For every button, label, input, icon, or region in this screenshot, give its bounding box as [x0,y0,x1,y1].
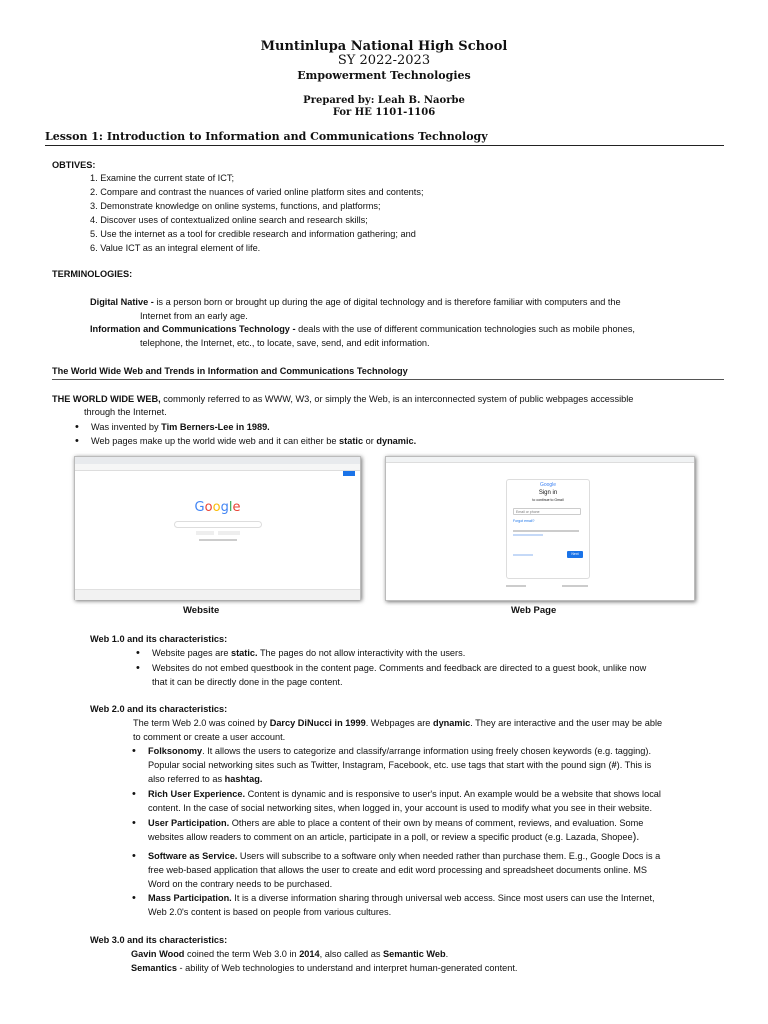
list-item [148,891,655,905]
forgot-email-link: Forgot email? [513,519,535,523]
bullet-text: It is a diverse information sharing through universal web access. Since most users can use the Internet, [231,893,655,903]
email-field: Email or phone [513,508,581,515]
lucky-button [218,531,240,535]
term-definition-cont: telephone, the Internet, etc., to locate, save, send, and edit information. [140,338,430,348]
bullet-bold: Rich User Experience. [148,789,246,799]
for-sections: For HE 1101-1106 [332,107,436,118]
browser-addressbar [75,464,360,471]
list-item [148,816,643,830]
bullet-bold: Folksonomy [148,746,203,756]
list-item [91,420,270,434]
create-account-link [513,554,533,556]
list-item [148,787,661,801]
website-screenshot [74,456,361,600]
web1-heading: Web 1.0 and its characteristics: [90,634,228,644]
signin-card [506,479,590,579]
list-item: • Websites do not embed questbook in the content page. Comments and feedback are directed to a guest book, unlike now [152,661,646,675]
objective-item: 6. Value ICT as an integral element of life. [90,243,261,253]
bullet-text: Others are able to place a content of their own by means of comment, reviews, and evaluation. Some [229,818,644,828]
signin-button [343,471,355,476]
term-definition: deals with the use of different communication technologies such as mobile phones, [295,324,635,334]
objective-item: 1. Examine the current state of ICT; [90,173,235,183]
objective-item: 5. Use the internet as a tool for credible research and information gathering; and [90,229,416,239]
browser-tabbar [75,457,360,464]
bullet-text: ). [632,831,640,843]
term-definition-cont: Internet from an early age. [140,311,248,321]
list-item [148,744,651,758]
web3-text: - ability of Web technologies to understand and interpret human-generated content. [176,963,518,973]
web3-bold: Semantics [131,963,177,973]
web2-intro-cont: to comment or create a user account. [133,732,286,742]
intro-text: . They are interactive and the user may be able [470,718,663,728]
term-definition: is a person born or brought up during the age of digital technology and is therefore familiar with computers and the [153,297,621,307]
list-item [152,646,465,660]
lesson-divider [45,145,724,146]
list-item [148,849,660,863]
intro-text: . Webpages are [365,718,433,728]
bullet-bold: static. [231,648,258,658]
web3-text: coined the term Web 3.0 in [184,949,300,959]
list-item-cont: free web-based application that allows the user to create and edit word processing and spreadsheet documents online. MS [148,865,647,875]
bullet-bold: Software as Service. [148,851,238,861]
guest-mode-text [513,530,579,532]
term-label: Digital Native - [90,297,154,307]
bullet-text: Web pages make up the world wide web and it can either be [91,436,340,446]
web3-bold: Semantic Web [382,949,446,959]
bullet-text: Was invented by [91,422,162,432]
google-logo: Google [194,500,241,515]
list-item-cont: Word on the contrary needs to be purchased. [148,879,333,889]
intro-text: The term Web 2.0 was coined by [133,718,270,728]
web3-bold: 2014 [299,949,320,959]
objective-item: 3. Demonstrate knowledge on online systems, functions, and platforms; [90,201,381,211]
bullet-text: ). This is [616,760,652,770]
search-input [174,521,262,528]
www-intro-bold: THE WORLD WIDE WEB, [52,394,161,404]
page-footer [75,589,360,600]
signin-google-logo: Google [539,482,557,488]
bullet-bold: # [611,760,617,770]
bullet-bold: Tim Berners-Lee in 1989. [161,422,270,432]
objective-item: 4. Discover uses of contextualized online search and research skills; [90,215,368,225]
school-name: Muntinlupa National High School [260,39,508,54]
list-item-cont [148,830,639,844]
bullet-bold: Mass Participation. [148,893,232,903]
webpage-caption: Web Page [511,605,557,616]
list-item-cont: that it can be directly done in the page content. [152,677,343,687]
bullet-text: also referred to as [148,774,225,784]
bullet-text: The pages do not allow interactivity with the users. [257,648,466,658]
bullet-text: Website pages are [152,648,231,658]
footer-links [562,585,588,587]
bullet-text: . It allows the users to categorize and classify/arrange information using freely chosen keywords (e.g. tagging). [202,746,652,756]
objective-item: 2. Compare and contrast the nuances of varied online platform sites and contents; [90,187,424,197]
learn-more-link [513,534,543,536]
web3-text: , also called as [319,949,383,959]
www-intro [52,392,633,406]
term-ict [90,322,635,336]
search-button [196,531,214,535]
web3-heading: Web 3.0 and its characteristics: [90,935,228,945]
list-item-cont [148,772,262,786]
bullet-text: websites allow readers to comment on an article, participate in a poll, or review a specific product (e.g. Lazada, Shopee [148,832,633,842]
intro-bold: Darcy DiNucci in 1999 [269,718,366,728]
prepared-by: Prepared by: Leah B. Naorbe [303,95,465,106]
bullet-bold: User Participation. [148,818,230,828]
next-button: Next [567,551,583,558]
objectives-heading: OBTIVES: [52,160,96,170]
bullet-text: or [363,436,377,446]
website-caption: Website [183,605,220,616]
language-links [199,539,237,541]
www-divider [52,379,724,380]
list-item-cont: Web 2.0's content is based on people from various cultures. [148,907,392,917]
web2-intro [133,716,662,730]
web3-text: . [445,949,449,959]
list-item-cont [148,758,651,772]
www-intro-cont: through the Internet. [84,407,167,417]
bullet-bold: static [339,436,364,446]
subject-title: Empowerment Technologies [297,69,471,82]
terminologies-heading: TERMINOLOGIES: [52,269,133,279]
bullet-bold: hashtag. [224,774,263,784]
bullet-bold: dynamic. [376,436,417,446]
www-intro-rest: commonly referred to as WWW, W3, or simply the Web, is an interconnected system of public webpages accessible [160,394,634,404]
web3-bold: Gavin Wood [131,949,185,959]
webpage-screenshot [385,456,695,601]
list-item [91,434,416,448]
school-year: SY 2022-2023 [337,53,431,68]
bullet-text: Popular social networking sites such as Twitter, Instagram, Facebook, etc. use tags that start with the pound sign ( [148,760,612,770]
browser-addressbar [386,457,694,463]
web3-line [131,947,448,961]
bullet-text: Content is dynamic and is responsive to user's input. An example would be a website that shows local [245,789,661,799]
term-digital-native [90,295,621,309]
language-select [506,585,526,587]
intro-bold: dynamic [432,718,471,728]
web3-line [131,961,517,975]
term-label: Information and Communications Technology - [90,324,296,334]
bullet-text: Users will subscribe to a software only when needed rather than purchase them. E.g., Google Docs is a [237,851,661,861]
signin-title: Sign in [538,490,558,496]
web2-heading: Web 2.0 and its characteristics: [90,704,228,714]
lesson-title: Lesson 1: Introduction to Information and Communications Technology [45,130,488,143]
www-heading: The World Wide Web and Trends in Information and Communications Technology [52,366,408,376]
list-item-cont: content. In the case of social networking sites, when logged in, your account is used to modify what you see in their website. [148,803,653,813]
signin-subtitle: to continue to Gmail [532,498,564,502]
